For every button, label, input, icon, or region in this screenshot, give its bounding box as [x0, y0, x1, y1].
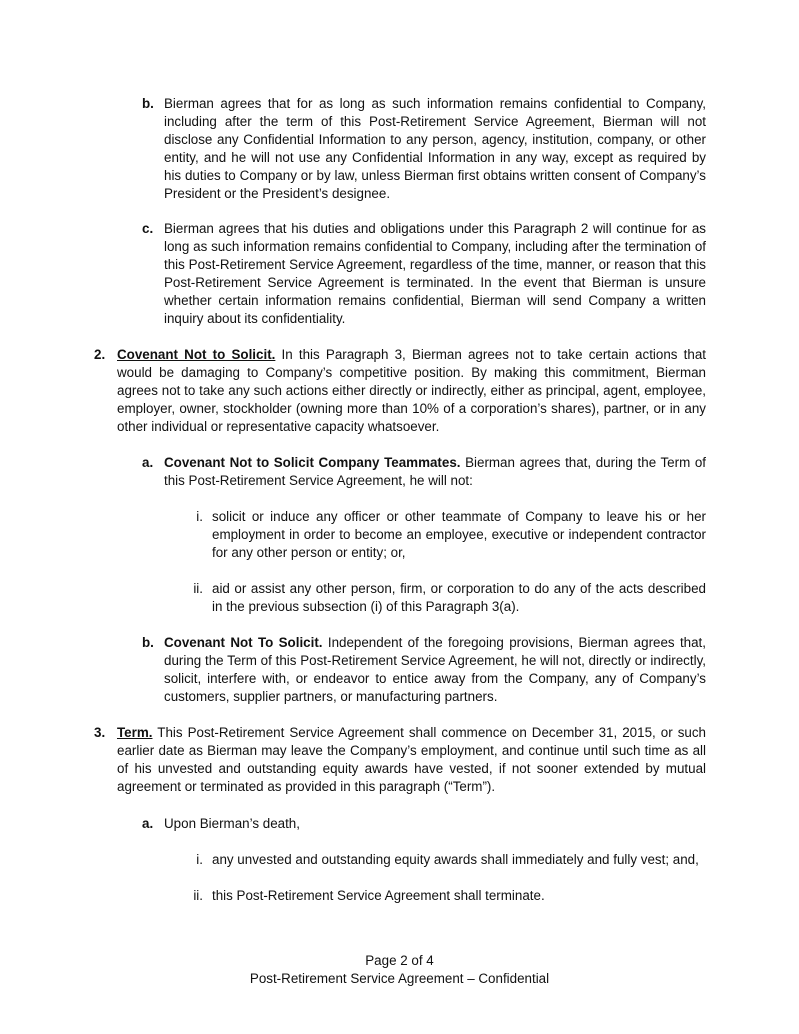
clause-text: any unvested and outstanding equity awards shall immediately and fully vest; and,	[212, 852, 699, 867]
paragraph-text: Bierman agrees that his duties and obligations under this Paragraph 2 will continue for as long as such information remains confidential to Company, including after the termination of this Post-Retirement Service Agreement, regardless of the time, manner, or reason that this Post-Retirement Service Agreement is terminated. In the event that Bierman is unsure whether certain information remains confidential, Bierman will send Company a written inquiry about its confidentiality.	[164, 221, 706, 326]
clause-3a-ii	[212, 887, 706, 905]
section-heading: Covenant Not to Solicit.	[117, 347, 276, 362]
section-number: 3.	[94, 725, 106, 740]
item-marker: i.	[196, 852, 203, 867]
paragraph-2b	[164, 95, 706, 202]
clause-text: solicit or induce any officer or other teammate of Company to leave his or her employment in order to become an employee, executive or independent contractor for any other person or entity; or,	[212, 509, 706, 560]
section-heading: Term.	[117, 725, 153, 740]
paragraph-2c	[164, 220, 706, 327]
paragraph-2b-solicit	[164, 634, 706, 706]
clause-text: this Post-Retirement Service Agreement shall terminate.	[212, 888, 545, 903]
clause-2a-ii	[212, 580, 706, 616]
section-covenant-not-to-solicit	[117, 346, 706, 436]
item-marker: c.	[142, 221, 154, 236]
paragraph-text: Bierman agrees that for as long as such information remains confidential to Company, including after the term of this Post-Retirement Service Agreement, Bierman will not disclose any Confidential Information to any person, agency, institution, company, or other entity, and he will not use any Confidential Information in any way, except as required by his duties to Company or by law, unless Bierman first obtains written consent of Company’s President or the President’s designee.	[164, 96, 706, 201]
item-marker: b.	[142, 96, 154, 111]
paragraph-text: Bierman agrees that, during the Term of this Post-Retirement Service Agreement, he will not:	[164, 455, 706, 488]
subsection-heading: Covenant Not To Solicit.	[164, 635, 323, 650]
subsection-heading: Covenant Not to Solicit Company Teammates.	[164, 455, 461, 470]
item-marker: ii.	[193, 888, 203, 903]
paragraph-2a	[164, 454, 706, 490]
section-text: In this Paragraph 3, Bierman agrees not to take certain actions that would be damaging to Company’s competitive position. By making this commitment, Bierman agrees not to take any such actions either directly or indirectly, either as principal, agent, employee, employer, owner, stockholder (owning more than 10% of a corporation’s shares), partner, or in any other individual or representative capacity whatsoever.	[117, 347, 706, 434]
page-number: Page 2 of 4	[365, 953, 434, 968]
item-marker: a.	[142, 816, 154, 831]
paragraph-text: Upon Bierman’s death,	[164, 816, 300, 831]
item-marker: i.	[196, 509, 203, 524]
clause-text: aid or assist any other person, firm, or corporation to do any of the acts described in the previous subsection (i) of this Paragraph 3(a).	[212, 581, 706, 614]
clause-3a-i	[212, 851, 706, 869]
item-marker: ii.	[193, 581, 203, 596]
footer-title: Post-Retirement Service Agreement – Confidential	[249, 971, 550, 986]
section-number: 2.	[94, 347, 106, 362]
item-marker: b.	[142, 635, 154, 650]
section-term	[117, 724, 706, 796]
paragraph-3a	[164, 815, 706, 833]
clause-2a-i	[212, 508, 706, 562]
item-marker: a.	[142, 455, 154, 470]
section-text: This Post-Retirement Service Agreement shall commence on December 31, 2015, or such earlier date as Bierman may leave the Company’s employment, and continue until such time as all of his unvested and outstanding equity awards have vested, if not sooner extended by mutual agreement or terminated as provided in this paragraph (“Term”).	[117, 725, 706, 794]
paragraph-text: Independent of the foregoing provisions, Bierman agrees that, during the Term of this Post-Retirement Service Agreement, he will not, directly or indirectly, solicit, interfere with, or endeavor to entice away from the Company, any of Company’s customers, supplier partners, or manufacturing partners.	[164, 635, 706, 704]
